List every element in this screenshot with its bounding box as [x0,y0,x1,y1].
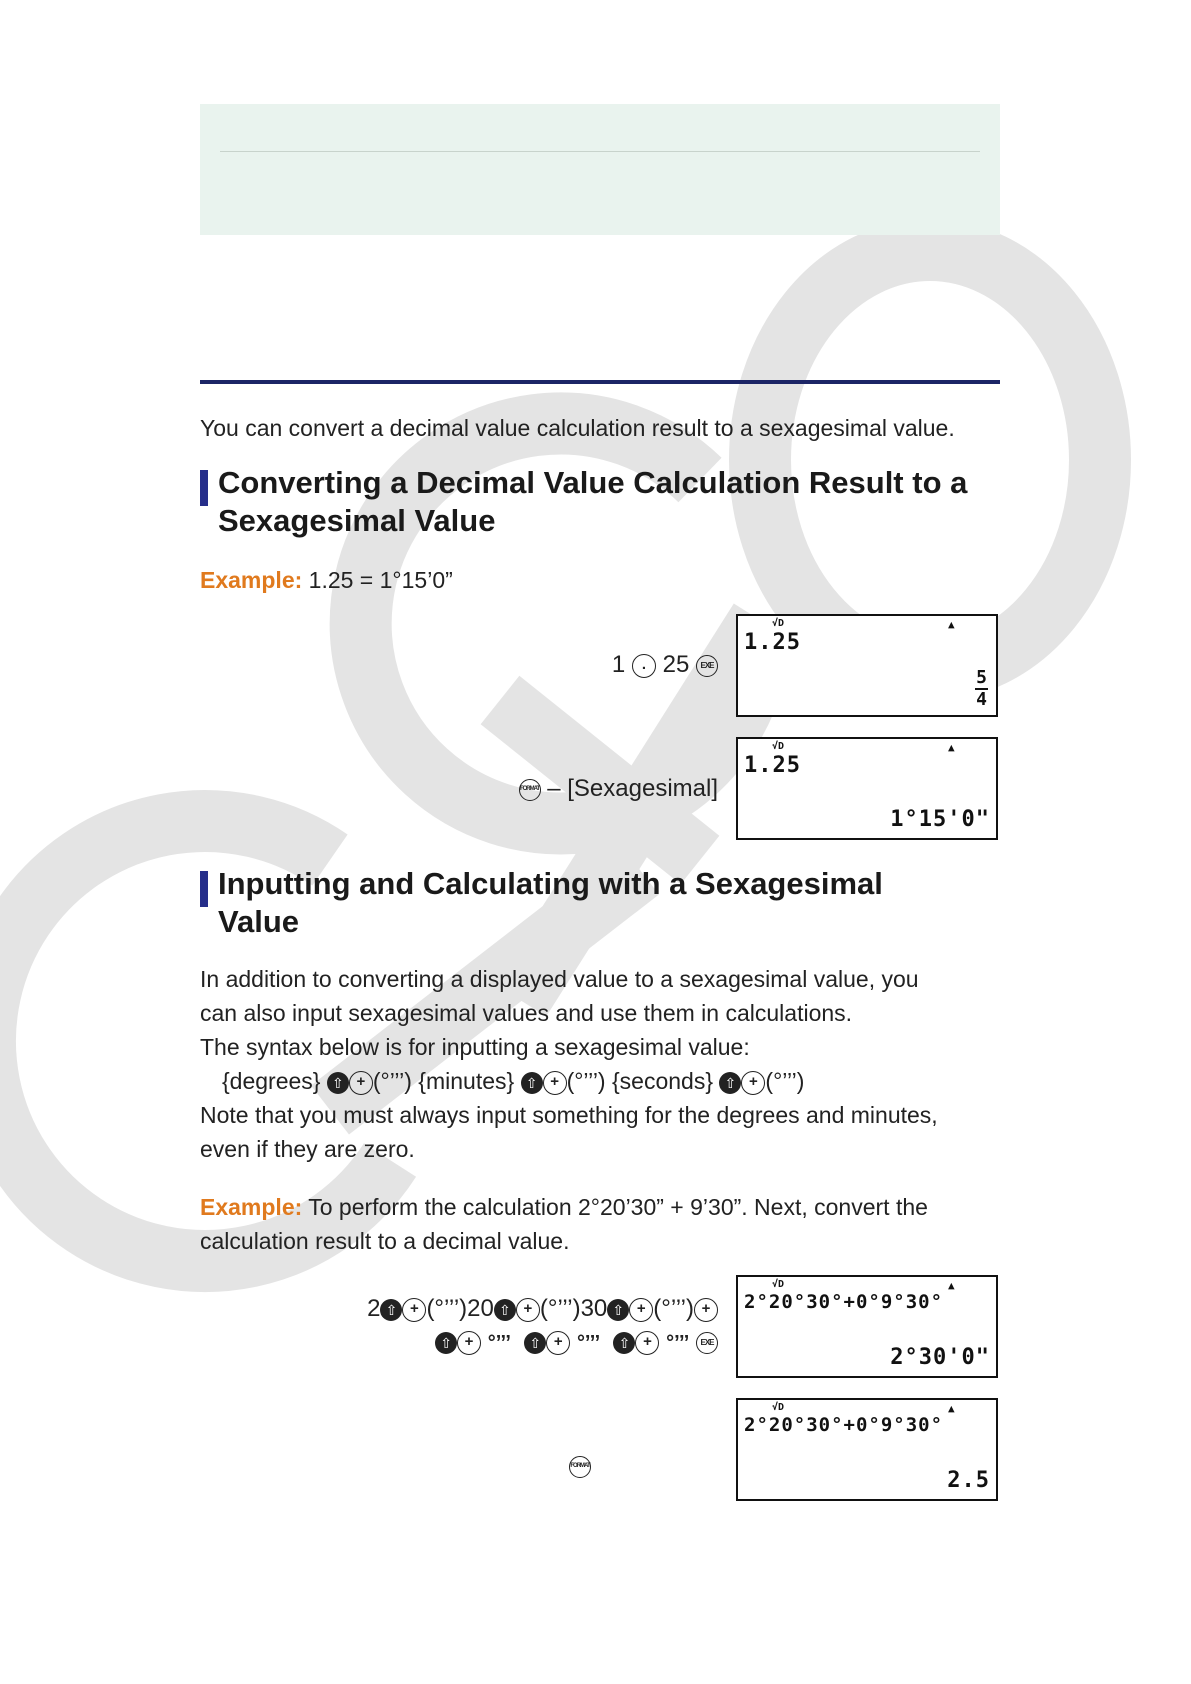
screen2-indicators: √D [772,741,785,752]
syntax-degrees: {degrees} [222,1068,321,1094]
shift-key-icon: ⇧ [613,1332,635,1354]
intro-text: You can convert a decimal value calculation result to a sexagesimal value. [200,415,955,441]
sexagesimal-key-icon: °’’’ [666,1332,690,1354]
section1-heading [200,464,967,540]
plus-key-icon: + [629,1298,653,1322]
step1-keys [612,651,718,679]
example2-label: Example: [200,1194,303,1220]
section1-heading-line1: Converting a Decimal Value Calculation Result to a [218,465,968,500]
sexagesimal-key-label: (°’’’) [765,1068,805,1094]
plus-key-icon: + [457,1331,481,1355]
screen3-indicators: √D [772,1279,785,1290]
shift-key-icon: ⇧ [719,1072,741,1094]
plus-key-icon: + [516,1298,540,1322]
step2-text: – [Sexagesimal] [547,775,718,802]
screen4-result: 2.5 [947,1468,990,1493]
section2-para2: can also input sexagesimal values and use them in calculations. [200,1000,853,1026]
plus-key-icon: + [349,1071,373,1095]
exe-key-icon: EXE [696,655,718,677]
screen1-input: 1.25 [744,630,801,655]
keyseq-line1 [367,1295,718,1323]
scroll-up-icon: ▲ [948,1279,955,1292]
sexagesimal-key-label: (°’’’) [653,1295,694,1322]
screen3-input: 2°20°30°+0°9°30° [744,1291,944,1313]
keyseq-n2: 20 [467,1295,494,1322]
syntax-seconds: {seconds} [611,1068,714,1094]
shift-key-icon: ⇧ [327,1072,349,1094]
step1-number: 1 [611,651,626,678]
example2-line2: calculation result to a decimal value. [200,1228,570,1254]
scroll-up-icon: ▲ [948,741,955,754]
syntax-line [222,1064,804,1098]
shift-key-icon: ⇧ [524,1332,546,1354]
sexagesimal-key-label: (°’’’) [566,1068,606,1094]
plus-key-icon: + [635,1331,659,1355]
section2-para3: The syntax below is for inputting a sexagesimal value: [200,1034,750,1060]
plus-key-icon: + [741,1071,765,1095]
section2-heading [200,865,883,941]
shift-key-icon: ⇧ [607,1299,629,1321]
shift-key-icon: ⇧ [435,1332,457,1354]
note-box [200,104,1000,235]
example1 [200,563,453,597]
fraction-denominator: 4 [976,689,987,710]
title-rule [200,380,1000,384]
example2-line1 [200,1190,928,1224]
dot-key-icon: . [632,654,656,678]
calc-screen-3 [736,1275,998,1378]
heading-bar [200,871,208,907]
example1-text: 1.25 = 1°15’0” [308,567,453,593]
section2-heading-line2: Value [218,904,299,939]
step-format [569,1452,591,1480]
section2-heading-line1: Inputting and Calculating with a Sexagesimal [218,866,883,901]
calc-screen-4 [736,1398,998,1501]
scroll-up-icon: ▲ [948,618,955,631]
format-key-icon: FORMAT [519,779,541,801]
screen2-result: 1°15'0" [890,807,990,832]
step1-number2: 25 [662,651,690,678]
screen1-indicators: √D [772,618,785,629]
plus-key-icon: + [402,1298,426,1322]
plus-key-icon: + [546,1331,570,1355]
shift-key-icon: ⇧ [380,1299,402,1321]
shift-key-icon: ⇧ [521,1072,543,1094]
sexagesimal-key-label: (°’’’) [372,1068,412,1094]
shift-key-icon: ⇧ [494,1299,516,1321]
keyseq-n1: 2 [367,1295,381,1322]
sexagesimal-key-icon: °’’’ [487,1332,511,1354]
screen4-input: 2°20°30°+0°9°30° [744,1414,944,1436]
sexagesimal-key-label: (°’’’) [426,1295,468,1322]
fraction-numerator: 5 [976,667,987,688]
section1-heading-line2: Sexagesimal Value [218,503,496,538]
screen2-input: 1.25 [744,753,801,778]
exe-key-icon: EXE [696,1332,718,1354]
keyseq-line2 [435,1328,718,1356]
sexagesimal-key-icon: °’’’ [576,1332,601,1354]
section2-para5: even if they are zero. [200,1136,415,1162]
calc-screen-2 [736,737,998,840]
screen1-fraction [975,668,988,710]
sexagesimal-key-label: (°’’’) [539,1295,581,1322]
section2-para1: In addition to converting a displayed value to a sexagesimal value, you [200,966,919,992]
step2-keys [519,775,718,803]
scroll-up-icon: ▲ [948,1402,955,1415]
example2-text: To perform the calculation 2°20’30” + 9’30”. Next, convert the [308,1194,928,1220]
plus-key-icon: + [543,1071,567,1095]
example1-label: Example: [200,567,303,593]
plus-key-icon: + [694,1298,718,1322]
screen4-indicators: √D [772,1402,785,1413]
section2-para4: Note that you must always input something for the degrees and minutes, [200,1102,938,1128]
note-divider [220,151,980,152]
syntax-minutes: {minutes} [418,1068,515,1094]
screen3-result: 2°30'0" [890,1345,990,1370]
calc-screen-1 [736,614,998,717]
heading-bar [200,470,208,506]
keyseq-n3: 30 [580,1295,608,1322]
format-key-icon: FORMAT [569,1456,591,1478]
